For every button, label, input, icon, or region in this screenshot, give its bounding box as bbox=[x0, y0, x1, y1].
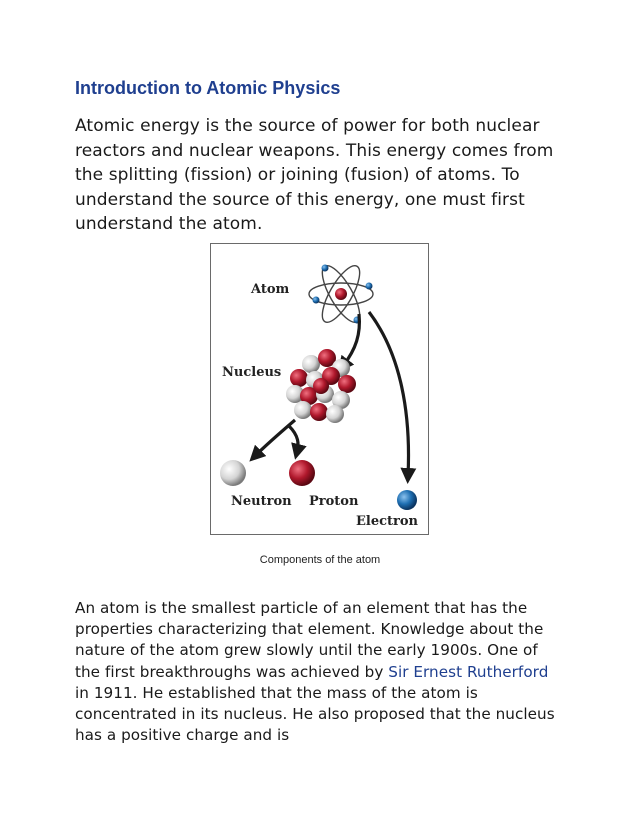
body-text-part-2: in 1911. He established that the mass of the atom is concentrated in its nucleus. He also proposed that the nucleus has a positive charge and is bbox=[75, 683, 555, 745]
neutron-label: Neutron bbox=[231, 494, 292, 509]
rutherford-link[interactable]: Sir Ernest Rutherford bbox=[388, 662, 549, 681]
atom-label: Atom bbox=[251, 282, 290, 297]
page-title: Introduction to Atomic Physics bbox=[75, 78, 341, 98]
body-text-part-1: An atom is the smallest particle of an element that has the properties characterizing that element. Knowledge about the nature of the atom grew slowly until the early 1900s. One of the first breakthroughs was achieved by bbox=[75, 599, 544, 681]
atom-diagram bbox=[211, 244, 428, 534]
arrow-nucleus-to-neutron bbox=[255, 420, 295, 456]
orbit-electron bbox=[313, 297, 320, 304]
proton-label: Proton bbox=[309, 494, 359, 509]
arrow-atom-to-electron bbox=[369, 312, 409, 476]
arrow-nucleus-to-proton bbox=[289, 426, 298, 452]
nucleus-label: Nucleus bbox=[222, 365, 282, 380]
electron-particle bbox=[397, 490, 417, 510]
neutron-particle bbox=[220, 460, 246, 486]
proton-particle bbox=[289, 460, 315, 486]
electron-label: Electron bbox=[356, 514, 419, 529]
body-paragraph bbox=[75, 598, 567, 746]
intro-paragraph: Atomic energy is the source of power for both nuclear reactors and nuclear weapons. This energy comes from the splitting (fission) or joining (fusion) of atoms. To understand the source of this energy, one must first understand the atom. bbox=[75, 116, 554, 234]
atom-core bbox=[335, 288, 347, 300]
figure-caption: Components of the atom bbox=[259, 554, 381, 566]
orbit-electron bbox=[322, 265, 329, 272]
atom-symbol bbox=[309, 261, 373, 327]
atom-components-figure bbox=[210, 243, 429, 535]
orbit-electron bbox=[366, 283, 373, 290]
